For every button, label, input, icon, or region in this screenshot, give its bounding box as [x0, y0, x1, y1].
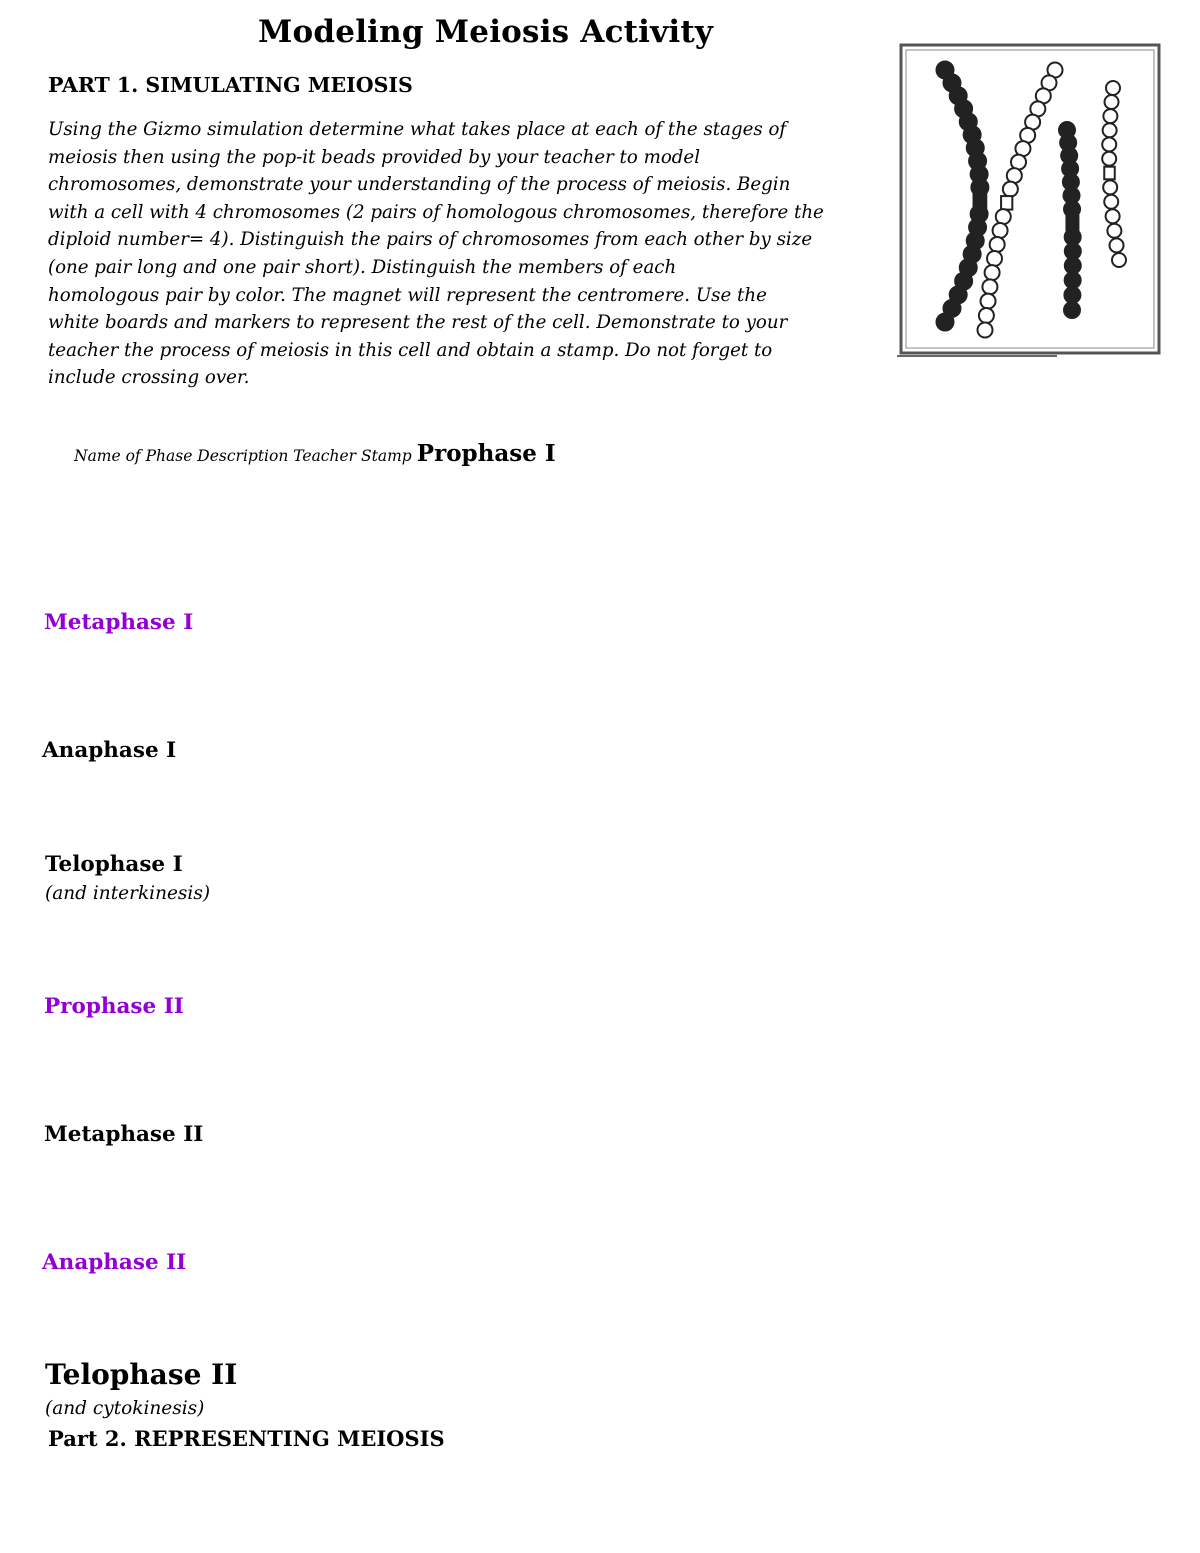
bead — [1065, 258, 1081, 274]
bead — [1106, 209, 1120, 223]
bead — [1103, 123, 1117, 137]
phase-prophase-1: Prophase I — [416, 440, 556, 467]
instructions-paragraph — [48, 116, 878, 392]
phase-telophase-1: Telophase I — [45, 852, 183, 877]
bead — [1064, 302, 1080, 318]
chromosome-beads-figure — [897, 42, 1162, 360]
bead — [990, 237, 1005, 252]
bead — [1110, 238, 1124, 252]
instructions-line: white boards and markers to represent the rest of the cell. Demonstrate to your — [48, 312, 788, 334]
phase-anaphase-1: Anaphase I — [42, 738, 177, 763]
telophase-2-note: (and cytokinesis) — [45, 1398, 205, 1419]
bead — [1105, 95, 1119, 109]
bead — [1064, 201, 1080, 217]
instructions-line: chromosomes, demonstrate your understanding of the process of meiosis. Begin — [48, 174, 791, 196]
instructions-line: meiosis then using the pop-it beads provided by your teacher to model — [48, 146, 701, 168]
phase-metaphase-1: Metaphase I — [44, 610, 194, 635]
bead — [1102, 137, 1116, 151]
bead — [937, 314, 954, 331]
bead — [993, 223, 1008, 238]
bead — [1102, 152, 1116, 166]
instructions-line: diploid number= 4). Distinguish the pairs of chromosomes from each other by size — [48, 229, 813, 251]
bead — [1104, 195, 1118, 209]
part2-heading: Part 2. REPRESENTING MEIOSIS — [48, 1426, 445, 1451]
phase-metaphase-2: Metaphase II — [44, 1122, 204, 1147]
instructions-line: (one pair long and one pair short). Distinguish the members of each — [48, 256, 677, 278]
bead — [981, 294, 996, 309]
bead — [1065, 272, 1081, 288]
part1-heading: PART 1. SIMULATING MEIOSIS — [48, 73, 413, 97]
phase-telophase-2: Telophase II — [45, 1358, 238, 1391]
bead — [985, 265, 1000, 280]
bead — [987, 251, 1002, 266]
instructions-line: Using the Gizmo simulation determine what takes place at each of the stages of — [48, 119, 787, 140]
bead — [1112, 253, 1126, 267]
bead — [979, 308, 994, 323]
bead — [996, 209, 1011, 224]
instructions-line: homologous pair by color. The magnet will represent the centromere. Use the — [48, 284, 767, 306]
centromere-bead — [1001, 196, 1012, 210]
phase-prophase-2: Prophase II — [44, 994, 184, 1019]
instructions-line: teacher the process of meiosis in this cell and obtain a stamp. Do not forget to — [48, 339, 773, 361]
bead — [1103, 180, 1117, 194]
instructions-line: include crossing over. — [48, 367, 250, 389]
bead — [1103, 109, 1117, 123]
phase-anaphase-2: Anaphase II — [42, 1250, 187, 1275]
centromere-bead — [1104, 167, 1115, 180]
bead — [1107, 224, 1121, 238]
document-title: Modeling Meiosis Activity — [258, 14, 714, 50]
bead — [1003, 182, 1018, 197]
bead — [978, 323, 993, 338]
bead — [1064, 287, 1080, 303]
bead — [982, 279, 997, 294]
table-header-row — [74, 440, 556, 467]
bead — [1106, 81, 1120, 95]
table-column-headers: Name of Phase Description Teacher Stamp — [74, 447, 412, 465]
instructions-line: with a cell with 4 chromosomes (2 pairs of homologous chromosomes, therefore the — [48, 201, 824, 223]
telophase-1-note: (and interkinesis) — [45, 883, 211, 904]
